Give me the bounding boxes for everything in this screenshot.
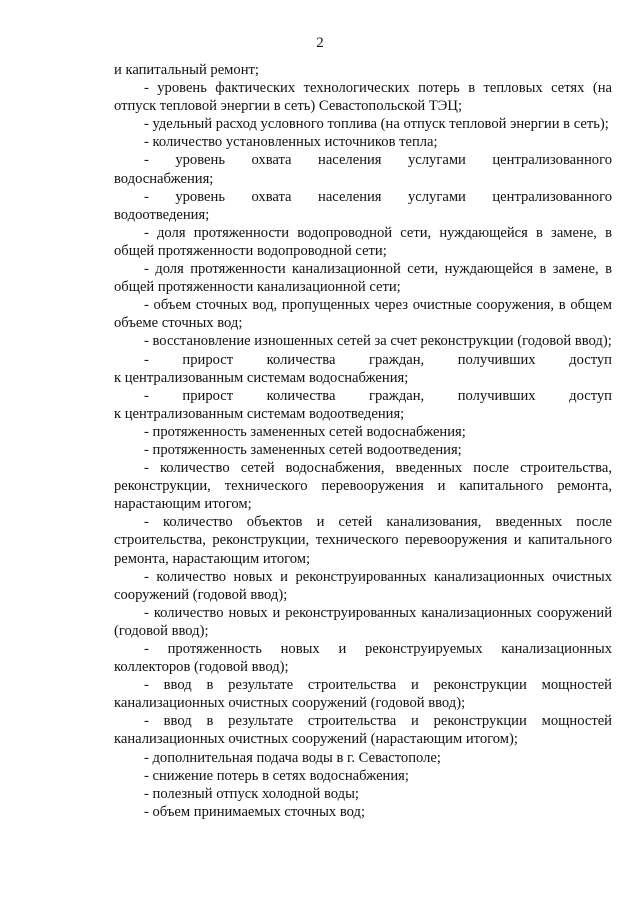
list-item: - объем сточных вод, пропущенных через очистные сооружения, в общем объеме сточных вод;	[114, 297, 612, 332]
list-item-text: - уровень охвата населения услугами централизованного	[144, 152, 612, 169]
list-item: - протяженность новых и реконструируемых канализационных коллекторов (годовой ввод);	[114, 641, 612, 676]
list-item	[114, 151, 612, 187]
list-item-tail: водоснабжения;	[114, 170, 214, 187]
list-item: - снижение потерь в сетях водоснабжения;	[144, 767, 409, 784]
list-item: - удельный расход условного топлива (на отпуск тепловой энергии в сеть);	[144, 116, 609, 133]
list-item: - количество установленных источников тепла;	[144, 134, 438, 151]
list-item: - восстановление изношенных сетей за счет реконструкции (годовой ввод);	[144, 333, 612, 350]
list-item-tail: водоотведения;	[114, 206, 210, 223]
list-item-text: - прирост количества граждан, получивших доступ	[144, 387, 612, 404]
list-item: - дополнительная подача воды в г. Севастополе;	[144, 749, 441, 766]
list-item: - доля протяженности канализационной сети, нуждающейся в замене, в общей протяженности канализационной сети;	[114, 261, 612, 296]
list-item: - ввод в результате строительства и реконструкции мощностей канализационных очистных сооружений (нарастающим итогом);	[114, 713, 612, 748]
list-item: - количество сетей водоснабжения, введенных после строительства, реконструкции, технического перевооружения и капитального ремонта, нарастающим итогом;	[114, 460, 612, 513]
document-body	[114, 61, 612, 821]
list-item: и капитальный ремонт;	[114, 62, 259, 78]
list-item-text: - уровень охвата населения услугами централизованного	[144, 188, 612, 205]
list-item: - ввод в результате строительства и реконструкции мощностей канализационных очистных сооружений (годовой ввод);	[114, 677, 612, 712]
list-item	[114, 351, 612, 387]
page-number: 2	[316, 35, 324, 51]
list-item: - протяженность замененных сетей водоснабжения;	[144, 423, 466, 440]
list-item: - количество новых и реконструированных канализационных очистных сооружений (годовой ввод);	[114, 568, 612, 603]
list-item-tail: к централизованным системам водоснабжения;	[114, 369, 409, 386]
list-item: - количество новых и реконструированных канализационных сооружений (годовой ввод);	[114, 604, 612, 639]
list-item-text: - прирост количества граждан, получивших доступ	[144, 351, 612, 368]
list-item: - уровень фактических технологических потерь в тепловых сетях (на отпуск тепловой энергии в сеть) Севастопольской ТЭЦ;	[114, 80, 612, 115]
list-item: - протяженность замененных сетей водоотведения;	[144, 441, 462, 458]
list-item: - объем принимаемых сточных вод;	[144, 803, 366, 820]
list-item: - доля протяженности водопроводной сети, нуждающейся в замене, в общей протяженности водопроводной сети;	[114, 224, 612, 259]
list-item: - полезный отпуск холодной воды;	[144, 785, 359, 802]
list-item	[114, 188, 612, 224]
list-item: - количество объектов и сетей канализования, введенных после строительства, реконструкции, технического перевооружения и капитального ремонта, нарастающим итогом;	[114, 514, 612, 567]
list-item	[114, 387, 612, 423]
list-item-tail: к централизованным системам водоотведения;	[114, 405, 405, 422]
